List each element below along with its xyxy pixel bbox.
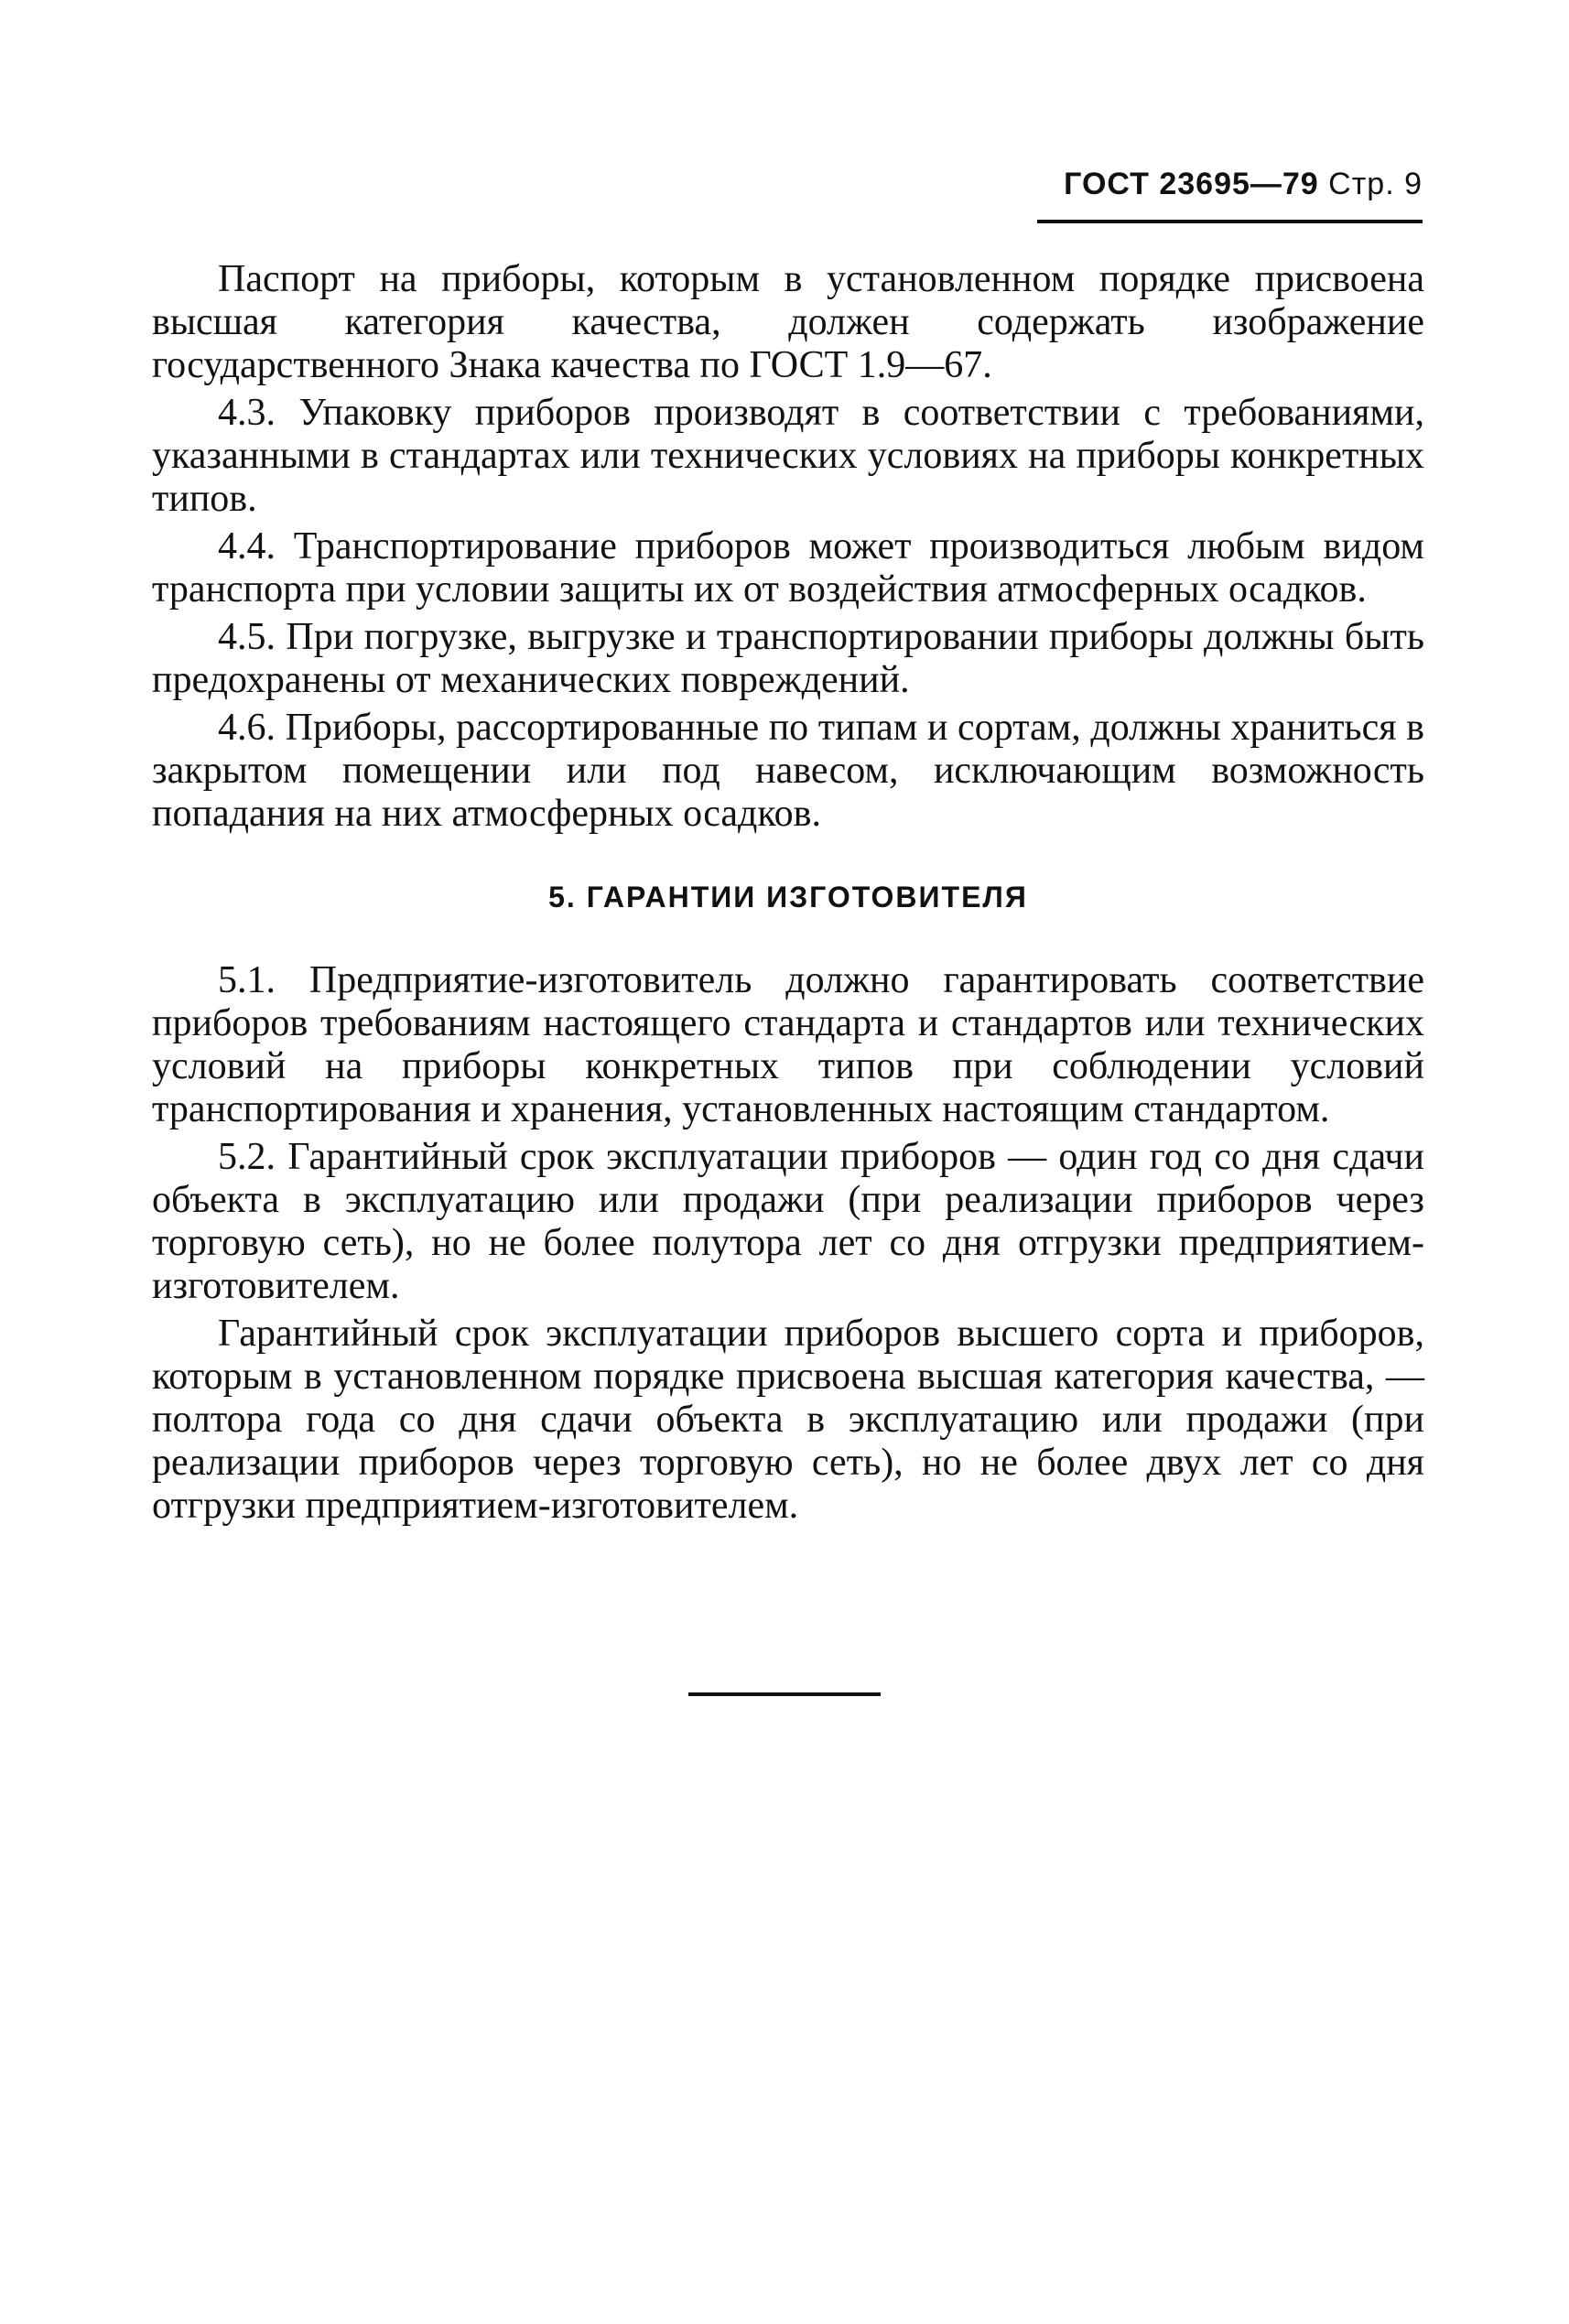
paragraph-5-1: 5.1. Предприятие-изготовитель должно гарантировать соответствие приборов требованиям настоящего стандарта и стандартов или технических условий на приборы конкретных типов при соблюдении условий транспортирования и хранения, установленных настоящим стандартом. xyxy=(152,959,1424,1130)
page-header xyxy=(1064,167,1423,202)
page-number: Стр. 9 xyxy=(1328,167,1423,201)
paragraph-4-3: 4.3. Упаковку приборов производят в соответствии с требованиями, указанными в стандартах или технических условиях на приборы конкретных типов. xyxy=(152,392,1424,520)
paragraph-passport: Паспорт на приборы, которым в установленном порядке присвоена высшая категория качества, должен содержать изображение государственного Знака качества по ГОСТ 1.9—67. xyxy=(152,258,1424,386)
paragraph-4-6: 4.6. Приборы, рассортированные по типам и сортам, должны храниться в закрытом помещении или под навесом, исключающим возможность попадания на них атмосферных осадков. xyxy=(152,707,1424,835)
paragraph-4-4: 4.4. Транспортирование приборов может производиться любым видом транспорта при условии защиты их от воздействия атмосферных осадков. xyxy=(152,525,1424,611)
gost-reference: ГОСТ 23695—79 xyxy=(1064,167,1319,201)
end-rule xyxy=(688,1692,881,1696)
paragraph-5-2: 5.2. Гарантийный срок эксплуатации приборов — один год со дня сдачи объекта в эксплуатацию или продажи (при реализации приборов через торговую сеть), но не более полутора лет со дня отгрузки предприятием-изготовителем. xyxy=(152,1136,1424,1307)
paragraph-4-5: 4.5. При погрузке, выгрузке и транспортировании приборы должны быть предохранены от механических повреждений. xyxy=(152,616,1424,701)
paragraph-warranty-higher-grade: Гарантийный срок эксплуатации приборов высшего сорта и приборов, которым в установленном порядке присвоена высшая категория качества, — полтора года со дня сдачи объекта в эксплуатацию или продажи (при реализации приборов через торговую сеть), но не более двух лет со дня отгрузки предприятием-изготовителем. xyxy=(152,1313,1424,1527)
header-rule xyxy=(1037,220,1423,223)
section-5-heading: 5. ГАРАНТИИ ИЗГОТОВИТЕЛЯ xyxy=(548,881,1028,913)
document-body xyxy=(152,258,1424,1532)
